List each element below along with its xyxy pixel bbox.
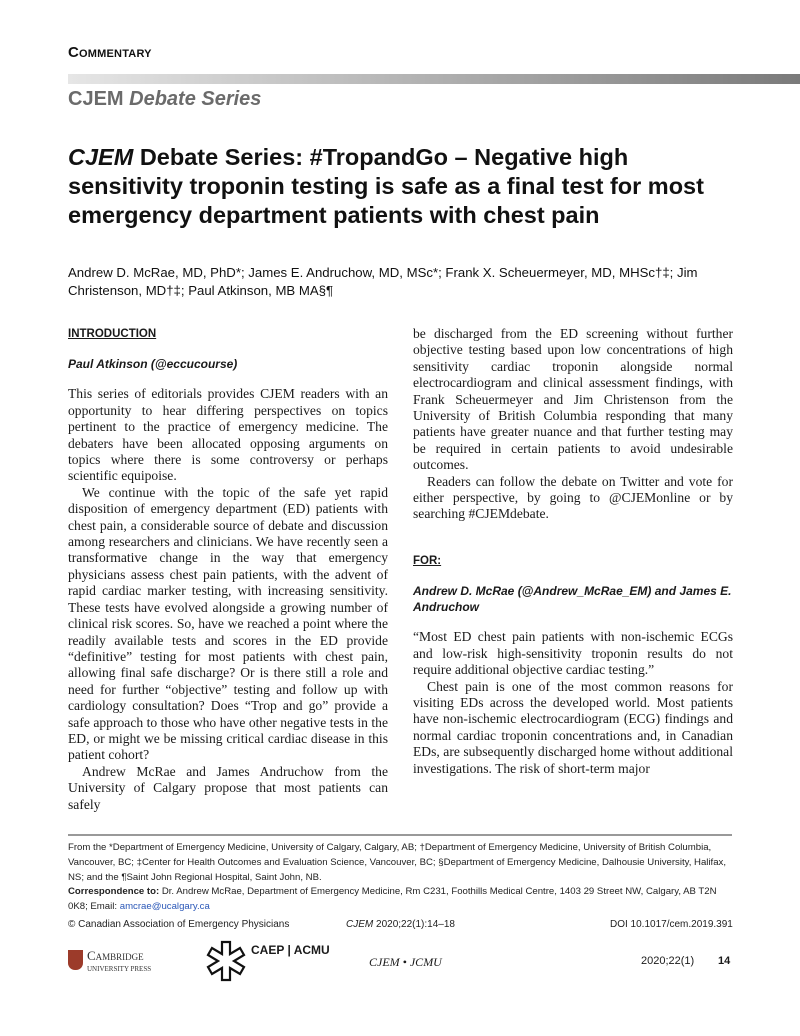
correspondence-label: Correspondence to:: [68, 886, 160, 897]
paragraph: be discharged from the ED screening without further objective testing based upon low concentrations of high sensitivity cardiac troponin alongside normal electrocardiogram and clinical assessment findings, with Frank Scheuermeyer and Jim Christenson from the University of British Columbia responding that many patients have greater nuance and that further testing may be required in certain patients to avoid undesirable outcomes.: [413, 326, 733, 473]
article-title: [68, 143, 748, 230]
byline: Paul Atkinson (@eccucourse): [68, 357, 238, 372]
series-label: [68, 88, 261, 111]
title-rest: Debate Series: #TropandGo – Negative high sensitivity troponin testing is safe as a final test for most emergency department patients with chest pain: [68, 144, 704, 228]
citation-text: 2020;22(1):14–18: [373, 919, 455, 930]
correspondence-text: Dr. Andrew McRae, Department of Emergency Medicine, Rm C231, Foothills Medical Centre, 1403 29 Street NW, Calgary, AB T2N 0K8; Email:: [68, 886, 717, 912]
paragraph: Chest pain is one of the most common reasons for visiting EDs across the developed world. Most patients have non-ischemic electrocardiogram (ECG) findings and normal cardiac troponin concentrations and, in Canadian EDs, are subsequently discharged home without additional investigations. The risk of short-term major: [413, 678, 733, 776]
cambridge-name: Cambridge: [87, 948, 144, 963]
cambridge-shield-icon: [68, 950, 83, 970]
byline: Andrew D. McRae (@Andrew_McRae_EM) and James E. Andruchow: [413, 584, 732, 615]
author-list: Andrew D. McRae, MD, PhD*; James E. Andruchow, MD, MSc*; Frank X. Scheuermeyer, MD, MHSc†‡; Jim Christenson, MD†‡; Paul Atkinson, MB MA§¶: [68, 265, 698, 298]
paragraph: This series of editorials provides CJEM readers with an opportunity to hear differing perspectives on topics pertinent to the practice of emergency medicine. The debaters have been allocated opposing arguments on topics where there is some controversy or perhaps scientific equipoise.: [68, 386, 388, 484]
correspondence: [68, 884, 732, 914]
section-label: Commentary: [68, 44, 152, 61]
cambridge-logo: [68, 950, 151, 975]
footer-rule: [68, 834, 732, 836]
affiliations: From the *Department of Emergency Medicine, University of Calgary, Calgary, AB; †Department of Emergency Medicine, University of British Columbia, Vancouver, BC; ‡Center for Health Outcomes and Evaluation Science, Vancouver, BC; §Department of Emergency Medicine, Dalhousie University, Halifax, NS; and the ¶Saint John Regional Hospital, Saint John, NB.: [68, 842, 727, 883]
paragraph: Readers can follow the debate on Twitter and vote for either perspective, by going to @CJEMonline or by searching #CJEMdebate.: [413, 473, 733, 522]
series-prefix: CJEM: [68, 88, 124, 110]
page-number: 14: [718, 955, 731, 967]
header-gradient-bar: [68, 74, 800, 84]
citation: [346, 919, 455, 930]
issue: 2020;22(1): [641, 955, 695, 967]
caep-logo: [205, 940, 330, 982]
caep-text: CAEP | ACMU: [251, 943, 330, 957]
email-link[interactable]: amcrae@ucalgary.ca: [119, 901, 210, 912]
right-column: [413, 326, 733, 777]
journal-name: CJEM • JCMU: [369, 955, 442, 969]
paragraph: Andrew McRae and James Andruchow from the University of Calgary propose that most patients can safely: [68, 763, 388, 812]
series-suffix: Debate Series: [123, 88, 262, 110]
paragraph: We continue with the topic of the safe yet rapid disposition of emergency department (ED) patients with chest pain, a considerable source of debate and discussion among researchers and clinicians. We have recently seen a transformative change in the way that emergency physicians assess chest pain patients, with the advent of rapid cardiac marker testing, with increasing sensitivity. These tests have evolved alongside a growing number of clinical risk scores. So, have we reached a point where the readily available tests and scores in the ED provide “definitive” testing for most patients with chest pain, allowing final safe discharge? Or is there still a role and need for further “objective” testing and follow up with cardiology consultation? Does “Trop and go” provide a safe approach to those who have other negative tests in the ED, or might we be missing critical cardiac disease in this patient cohort?: [68, 484, 388, 763]
doi: DOI 10.1017/cem.2019.391: [610, 919, 733, 930]
cambridge-sub: UNIVERSITY PRESS: [87, 965, 152, 973]
left-column: [68, 326, 388, 813]
title-italic: CJEM: [68, 144, 134, 170]
section-heading-introduction: INTRODUCTION: [68, 328, 157, 340]
star-of-life-icon: [205, 940, 247, 982]
quote: “Most ED chest pain patients with non-ischemic ECGs and low-risk high-sensitivity troponin results do not require additional objective cardiac testing.”: [413, 629, 733, 678]
copyright: © Canadian Association of Emergency Physicians: [68, 919, 290, 930]
section-heading-for: FOR:: [413, 554, 442, 567]
citation-journal: CJEM: [346, 919, 374, 930]
